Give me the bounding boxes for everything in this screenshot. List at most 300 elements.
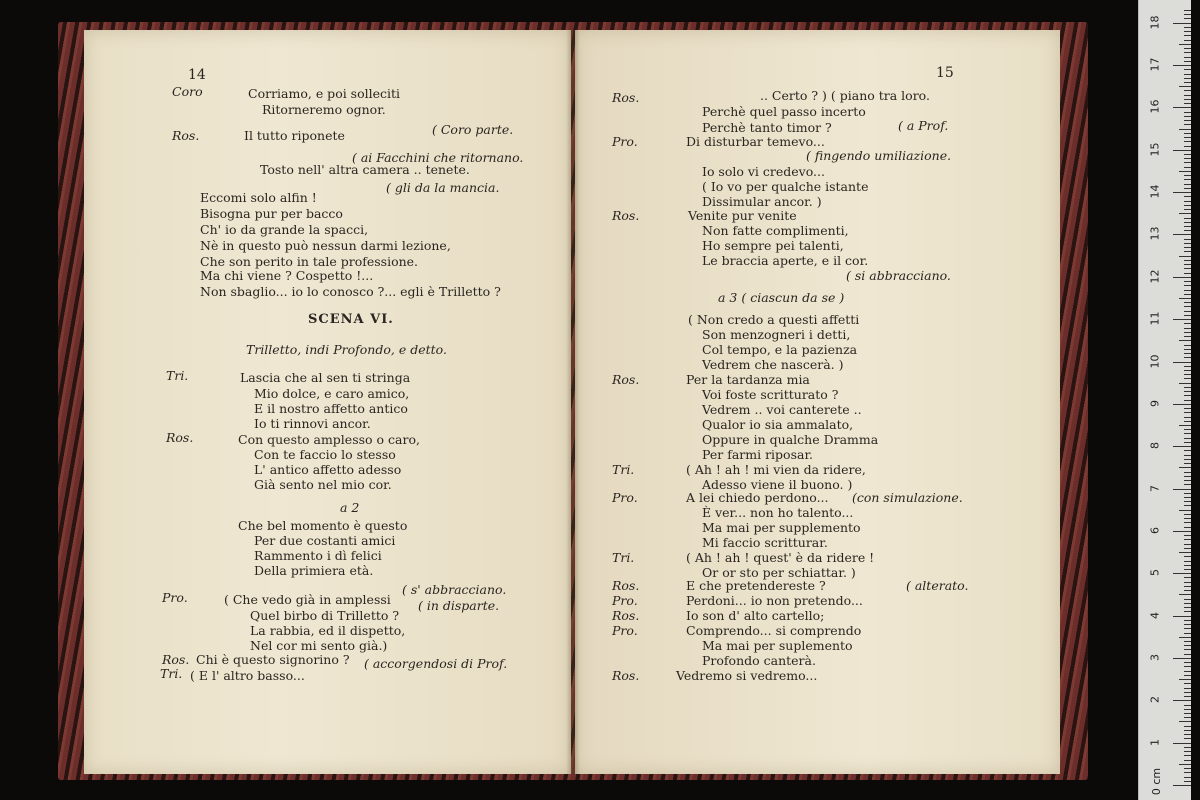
ruler-tick — [1184, 158, 1191, 159]
verse-line: Che son perito in tale professione. — [200, 254, 419, 269]
ruler-number: 13 — [1148, 226, 1162, 241]
verse-line: ( Non credo a questi affetti — [688, 312, 860, 327]
speaker-label: Pro. — [612, 490, 638, 505]
ruler-tick — [1184, 57, 1191, 58]
ruler-tick — [1179, 298, 1191, 299]
page-number: 14 — [188, 67, 206, 83]
ruler-number: 14 — [1148, 184, 1162, 199]
speaker-label: Ros. — [612, 208, 640, 223]
ruler-tick — [1184, 175, 1191, 176]
scene-heading: SCENA VI. — [308, 312, 394, 327]
ruler-tick — [1184, 671, 1191, 672]
ruler-number: 4 — [1148, 611, 1162, 619]
speaker-label: Pro. — [162, 590, 188, 605]
ruler-tick — [1184, 607, 1191, 608]
ruler-tick — [1184, 366, 1191, 367]
ruler-tick — [1184, 209, 1191, 210]
ruler-tick — [1184, 484, 1191, 485]
stage-direction: ( ai Facchini che ritornano. — [352, 150, 524, 165]
verse-line: Io son d' alto cartello; — [686, 608, 825, 623]
verse-line: Quel birbo di Trilletto ? — [250, 608, 400, 623]
ruler-tick — [1184, 40, 1191, 41]
ruler-tick — [1184, 649, 1191, 650]
ruler-tick — [1184, 124, 1191, 125]
verse-line: Per due costanti amici — [254, 533, 396, 548]
ruler-tick — [1184, 133, 1191, 134]
ruler-tick — [1184, 577, 1191, 578]
speaker-label: Coro — [172, 84, 203, 99]
ruler-tick — [1173, 573, 1191, 574]
speaker-label: Tri. — [166, 368, 189, 383]
ruler-tick — [1184, 760, 1191, 761]
speaker-label: Ros. — [612, 90, 640, 105]
ruler-tick — [1173, 489, 1191, 490]
ruler-tick — [1179, 383, 1191, 384]
ruler-tick — [1184, 285, 1191, 286]
ruler-number: 3 — [1148, 653, 1162, 661]
verse-line: ( Io vo per qualche istante — [702, 179, 869, 194]
ruler-tick — [1179, 594, 1191, 595]
ruler-tick — [1173, 616, 1191, 617]
ruler-tick — [1184, 535, 1191, 536]
ruler-tick — [1184, 730, 1191, 731]
ruler-tick — [1184, 251, 1191, 252]
ruler-tick — [1184, 332, 1191, 333]
ruler-tick — [1184, 400, 1191, 401]
verse-line: Perdoni... io non pretendo... — [686, 593, 863, 608]
ruler-tick — [1173, 23, 1191, 24]
ruler-tick — [1184, 772, 1191, 773]
ruler-tick — [1173, 234, 1191, 235]
ruler-number: 8 — [1148, 442, 1162, 450]
verse-line: Chi è questo signorino ? — [196, 652, 350, 667]
ruler-tick — [1184, 429, 1191, 430]
ruler-tick — [1184, 747, 1191, 748]
ruler-tick — [1184, 527, 1191, 528]
ruler-tick — [1184, 395, 1191, 396]
ruler-tick — [1184, 514, 1191, 515]
ruler-tick — [1184, 497, 1191, 498]
verse-line: ( Che vedo già in amplessi — [224, 592, 391, 607]
ruler-tick — [1184, 35, 1191, 36]
ruler-tick — [1184, 116, 1191, 117]
speaker-label: Ros. — [612, 608, 640, 623]
ruler-tick — [1179, 171, 1191, 172]
ruler-tick — [1184, 433, 1191, 434]
verse-line: Per farmi riposar. — [702, 447, 814, 462]
ruler-tick — [1184, 336, 1191, 337]
verse-line: Ritorneremo ognor. — [262, 102, 386, 117]
stage-direction: ( alterato. — [906, 578, 969, 593]
ruler-number: 11 — [1148, 311, 1162, 326]
ruler-tick — [1184, 493, 1191, 494]
ruler-tick — [1184, 201, 1191, 202]
ruler-tick — [1184, 230, 1191, 231]
ruler-tick — [1184, 141, 1191, 142]
speaker-label: Ros. — [612, 668, 640, 683]
ensemble-marker: a 3 ( ciascun da se ) — [718, 290, 845, 305]
verse-line: Dissimular ancor. ) — [702, 194, 822, 209]
ruler-tick — [1184, 505, 1191, 506]
stage-direction: ( a Prof. — [898, 118, 949, 133]
ruler-tick — [1179, 637, 1191, 638]
book-gutter — [566, 30, 580, 774]
speaker-label: Pro. — [612, 134, 638, 149]
verse-line: Voi foste scritturato ? — [702, 387, 839, 402]
verse-line: E che pretendereste ? — [686, 578, 826, 593]
ruler-tick — [1184, 548, 1191, 549]
ruler-tick — [1184, 755, 1191, 756]
verse-line: Tosto nell' altra camera .. tenete. — [260, 162, 470, 177]
verse-line: Già sento nel mio cor. — [254, 477, 392, 492]
speaker-label: Ros. — [172, 128, 200, 143]
verse-line: Or or sto per schiattar. ) — [702, 565, 856, 580]
ruler-tick — [1184, 82, 1191, 83]
ruler-tick — [1184, 455, 1191, 456]
verse-line: Vedrem che nascerà. ) — [702, 357, 844, 372]
ruler-tick — [1184, 438, 1191, 439]
ruler-tick — [1184, 302, 1191, 303]
ruler-tick — [1184, 311, 1191, 312]
speaker-label: Ros. — [166, 430, 194, 445]
ruler-tick — [1179, 552, 1191, 553]
verse-line: Io ti rinnovi ancor. — [254, 416, 371, 431]
ruler-tick — [1184, 14, 1191, 15]
ruler-tick — [1173, 404, 1191, 405]
ruler-tick — [1184, 378, 1191, 379]
ruler-tick — [1184, 628, 1191, 629]
ruler-tick — [1184, 52, 1191, 53]
ruler-tick — [1173, 192, 1191, 193]
speaker-label: Ros. — [612, 372, 640, 387]
verse-line: Ma mai per suplemento — [702, 638, 853, 653]
ruler-tick — [1179, 721, 1191, 722]
verse-line: Io solo vi credevo... — [702, 164, 825, 179]
stage-direction: ( si abbracciano. — [846, 268, 951, 283]
ruler-tick — [1184, 31, 1191, 32]
ruler-tick — [1184, 345, 1191, 346]
ruler-tick — [1184, 544, 1191, 545]
speaker-label: Pro. — [612, 623, 638, 638]
ruler-tick — [1184, 726, 1191, 727]
ruler-tick — [1179, 44, 1191, 45]
ruler-tick — [1173, 362, 1191, 363]
ruler-tick — [1184, 103, 1191, 104]
speaker-label: Pro. — [612, 593, 638, 608]
ruler-tick — [1184, 713, 1191, 714]
ruler-tick — [1179, 213, 1191, 214]
verse-line: Perchè quel passo incerto — [702, 104, 866, 119]
stage-direction: ( Coro parte. — [432, 122, 514, 137]
verse-line: Vedrem .. voi canterete .. — [702, 402, 862, 417]
verse-line: Di disturbar temevo... — [686, 134, 825, 149]
ruler-tick — [1184, 69, 1191, 70]
ruler-tick — [1184, 137, 1191, 138]
ruler-tick — [1184, 666, 1191, 667]
ruler-tick — [1184, 662, 1191, 663]
ruler-tick — [1184, 768, 1191, 769]
stage-direction: ( fingendo umiliazione. — [806, 148, 952, 163]
ruler-tick — [1184, 408, 1191, 409]
ruler-tick — [1184, 569, 1191, 570]
verse-line: Corriamo, e poi solleciti — [248, 86, 401, 101]
stage-direction: ( in disparte. — [418, 598, 500, 613]
verse-line: Nel cor mi sento già.) — [250, 638, 388, 653]
ruler-tick — [1184, 641, 1191, 642]
ruler-number: 15 — [1148, 142, 1162, 157]
stage-direction: ( gli da la mancia. — [386, 180, 500, 195]
ruler-tick — [1184, 705, 1191, 706]
ruler-tick — [1184, 463, 1191, 464]
stage-direction: (con simulazione. — [852, 490, 963, 505]
ensemble-marker: a 2 — [340, 500, 360, 515]
verse-line: Della primiera età. — [254, 563, 374, 578]
ruler-tick — [1184, 518, 1191, 519]
ruler-tick — [1184, 688, 1191, 689]
ruler-tick — [1184, 48, 1191, 49]
speaker-label: Ros. — [612, 578, 640, 593]
ruler-tick — [1184, 294, 1191, 295]
ruler-tick — [1184, 188, 1191, 189]
ruler-tick — [1184, 27, 1191, 28]
ruler-tick — [1179, 256, 1191, 257]
ruler-tick — [1173, 107, 1191, 108]
verse-line: Lascia che al sen ti stringa — [240, 370, 411, 385]
ruler-tick — [1184, 243, 1191, 244]
ruler-tick — [1184, 74, 1191, 75]
verse-line: Adesso viene il buono. ) — [702, 477, 853, 492]
verse-line: Non fatte complimenti, — [702, 223, 849, 238]
ruler-tick — [1173, 658, 1191, 659]
ruler-tick — [1184, 421, 1191, 422]
ruler-tick — [1184, 374, 1191, 375]
ruler-tick — [1184, 624, 1191, 625]
ruler-tick — [1184, 599, 1191, 600]
ruler-tick — [1184, 281, 1191, 282]
verse-line: ( Ah ! ah ! quest' è da ridere ! — [686, 550, 875, 565]
ruler-tick — [1184, 268, 1191, 269]
verse-line: Mio dolce, e caro amico, — [254, 386, 410, 401]
ruler-tick — [1184, 357, 1191, 358]
ruler-tick — [1184, 561, 1191, 562]
page-number: 15 — [936, 65, 954, 81]
ruler-tick — [1184, 442, 1191, 443]
ruler-tick — [1184, 412, 1191, 413]
verse-line: Eccomi solo alfin ! — [200, 190, 317, 205]
ruler-tick — [1184, 781, 1191, 782]
ruler-tick — [1179, 86, 1191, 87]
ruler-tick — [1184, 654, 1191, 655]
ruler-tick — [1184, 184, 1191, 185]
measuring-ruler — [1138, 0, 1191, 800]
ruler-tick — [1184, 205, 1191, 206]
ruler-number: 10 — [1148, 354, 1162, 368]
verse-line: Perchè tanto timor ? — [702, 120, 832, 135]
verse-line: Ho sempre pei talenti, — [702, 238, 844, 253]
ruler-tick — [1184, 476, 1191, 477]
ruler-tick — [1184, 167, 1191, 168]
ruler-tick — [1184, 738, 1191, 739]
verse-line: Per la tardanza mia — [686, 372, 810, 387]
ruler-tick — [1184, 777, 1191, 778]
ruler-tick — [1184, 264, 1191, 265]
ruler-tick — [1173, 319, 1191, 320]
ruler-tick — [1184, 349, 1191, 350]
verse-line: ( E l' altro basso... — [190, 668, 305, 683]
ruler-tick — [1184, 611, 1191, 612]
ruler-tick — [1184, 472, 1191, 473]
ruler-tick — [1179, 679, 1191, 680]
ruler-tick — [1184, 306, 1191, 307]
verse-line: Che bel momento è questo — [238, 518, 408, 533]
ruler-tick — [1184, 539, 1191, 540]
verse-line: L' antico affetto adesso — [254, 462, 402, 477]
ruler-tick — [1184, 61, 1191, 62]
verse-line: Con questo amplesso o caro, — [238, 432, 420, 447]
ruler-tick — [1184, 90, 1191, 91]
verse-line: Il tutto riponete — [244, 128, 345, 143]
ruler-tick — [1184, 556, 1191, 557]
ruler-tick — [1184, 586, 1191, 587]
ruler-tick — [1184, 218, 1191, 219]
speaker-label: Tri. — [612, 550, 635, 565]
ruler-tick — [1173, 785, 1191, 786]
ruler-tick — [1184, 565, 1191, 566]
ruler-number: 1 — [1148, 738, 1162, 746]
ruler-number: 18 — [1148, 15, 1162, 30]
verse-line: Ma chi viene ? Cospetto !... — [200, 268, 374, 283]
verse-line: E il nostro affetto antico — [254, 401, 408, 416]
ruler-tick — [1184, 480, 1191, 481]
ruler-tick — [1184, 162, 1191, 163]
ruler-number: 16 — [1148, 99, 1162, 114]
ruler-tick — [1184, 328, 1191, 329]
ruler-tick — [1184, 387, 1191, 388]
ruler-tick — [1184, 590, 1191, 591]
ruler-tick — [1184, 260, 1191, 261]
verse-line: .. Certo ? ) ( piano tra loro. — [760, 88, 930, 103]
ruler-tick — [1179, 467, 1191, 468]
ruler-tick — [1184, 353, 1191, 354]
ruler-number: 2 — [1148, 696, 1162, 704]
verse-line: Qualor io sia ammalato, — [702, 417, 854, 432]
verse-line: La rabbia, ed il dispetto, — [250, 623, 406, 638]
ruler-tick — [1184, 290, 1191, 291]
verse-line: Venite pur venite — [688, 208, 797, 223]
verse-line: ( Ah ! ah ! mi vien da ridere, — [686, 462, 866, 477]
verse-line: Rammento i dì felici — [254, 548, 382, 563]
ruler-unit-label: 0 cm — [1150, 767, 1164, 796]
ruler-tick — [1184, 247, 1191, 248]
ruler-tick — [1184, 734, 1191, 735]
ruler-tick — [1184, 459, 1191, 460]
ruler-tick — [1184, 315, 1191, 316]
ruler-number: 5 — [1148, 569, 1162, 577]
verse-line: Vedremo si vedremo... — [676, 668, 818, 683]
ruler-tick — [1184, 522, 1191, 523]
ruler-tick — [1184, 196, 1191, 197]
verse-line: Oppure in qualche Dramma — [702, 432, 879, 447]
ruler-tick — [1184, 633, 1191, 634]
speaker-label: Tri. — [612, 462, 635, 477]
ruler-number: 17 — [1148, 57, 1162, 72]
verse-line: Nè in questo può nessun darmi lezione, — [200, 238, 451, 253]
verse-line: Col tempo, e la pazienza — [702, 342, 858, 357]
ruler-tick — [1184, 391, 1191, 392]
ruler-number: 6 — [1148, 526, 1162, 534]
ruler-tick — [1184, 222, 1191, 223]
ruler-tick — [1184, 10, 1191, 11]
verse-line: A lei chiedo perdono... — [686, 490, 829, 505]
verse-line: Con te faccio lo stesso — [254, 447, 396, 462]
verse-line: Mi faccio scritturar. — [702, 535, 828, 550]
ruler-tick — [1173, 65, 1191, 66]
ruler-tick — [1173, 277, 1191, 278]
verse-line: Bisogna pur per bacco — [200, 206, 343, 221]
ruler-tick — [1184, 450, 1191, 451]
ruler-number: 7 — [1148, 484, 1162, 492]
ruler-tick — [1184, 683, 1191, 684]
ruler-tick — [1179, 129, 1191, 130]
speaker-label: Tri. — [160, 666, 183, 681]
verse-line: Ch' io da grande la spacci, — [200, 222, 369, 237]
ruler-tick — [1184, 692, 1191, 693]
ruler-tick — [1173, 446, 1191, 447]
ruler-tick — [1184, 226, 1191, 227]
verse-line: Son menzogneri i detti, — [702, 327, 851, 342]
ruler-tick — [1184, 751, 1191, 752]
ruler-tick — [1184, 417, 1191, 418]
ruler-tick — [1184, 239, 1191, 240]
verse-line: Profondo canterà. — [702, 653, 816, 668]
verse-line: Comprendo... si comprendo — [686, 623, 862, 638]
ruler-tick — [1184, 99, 1191, 100]
ruler-tick — [1184, 696, 1191, 697]
ruler-tick — [1173, 150, 1191, 151]
ruler-tick — [1173, 700, 1191, 701]
ruler-tick — [1184, 645, 1191, 646]
ruler-tick — [1184, 95, 1191, 96]
stage-direction: ( accorgendosi di Prof. — [364, 656, 508, 671]
ruler-tick — [1184, 154, 1191, 155]
ruler-tick — [1184, 120, 1191, 121]
ruler-tick — [1179, 510, 1191, 511]
verse-line: Non sbaglio... io lo conosco ?... egli è Trilletto ? — [200, 284, 501, 299]
ruler-tick — [1173, 531, 1191, 532]
ruler-tick — [1184, 709, 1191, 710]
ruler-tick — [1179, 764, 1191, 765]
verse-line: È ver... non ho talento... — [702, 505, 854, 520]
ruler-number: 9 — [1148, 399, 1162, 407]
ruler-tick — [1173, 743, 1191, 744]
ruler-tick — [1184, 582, 1191, 583]
ruler-tick — [1184, 179, 1191, 180]
ruler-tick — [1179, 340, 1191, 341]
verse-line: Le braccia aperte, e il cor. — [702, 253, 869, 268]
ruler-tick — [1179, 425, 1191, 426]
ruler-tick — [1184, 18, 1191, 19]
ruler-tick — [1184, 273, 1191, 274]
scene-characters: Trilletto, indi Profondo, e detto. — [246, 342, 447, 357]
ruler-tick — [1184, 675, 1191, 676]
ruler-number: 12 — [1148, 269, 1162, 284]
ruler-tick — [1184, 620, 1191, 621]
ruler-tick — [1184, 323, 1191, 324]
ruler-tick — [1184, 146, 1191, 147]
ruler-tick — [1184, 717, 1191, 718]
ruler-tick — [1184, 370, 1191, 371]
verse-line: Ma mai per supplemento — [702, 520, 861, 535]
